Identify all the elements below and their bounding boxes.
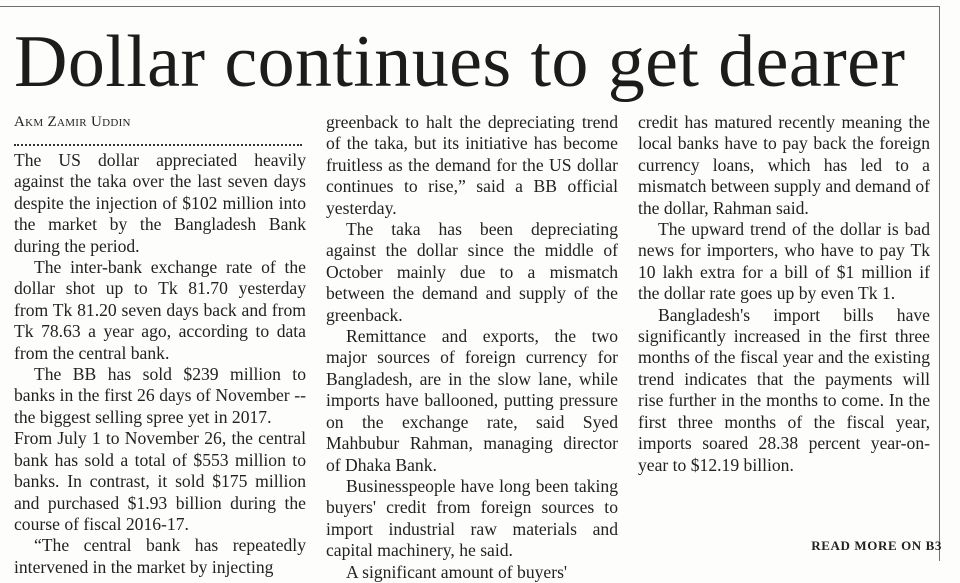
paragraph: Bangladesh's import bills have significantly increased in the first three months of the fiscal year and the existing trend indicates that the payments will rise further in the months to come. In the first three months of the fiscal year, imports soared 28.38 percent year-on-year to $12.19 billion. [638,304,930,475]
paragraph: The upward trend of the dollar is bad news for importers, who have to pay Tk 10 lakh extra for a bill of $1 million if the dollar rate goes up by even Tk 1. [638,219,930,304]
paragraph: Businesspeople have long been taking buyers' credit from foreign sources to import industrial raw materials and capital machinery, he said. [326,475,618,561]
headline: Dollar continues to get dearer [14,21,906,103]
top-rule [0,6,940,7]
paragraph: credit has matured recently meaning the local banks have to pay back the foreign currency loans, which has led to a mismatch between supply and demand of the dollar, Rahman said. [638,112,930,218]
paragraph: The taka has been depreciating against the dollar since the middle of October mainly due to a mismatch between the demand and supply of the greenback. [326,219,618,325]
paragraph: The inter-bank exchange rate of the dollar shot up to Tk 81.70 yesterday from Tk 81.20 seven days back and from Tk 78.63 a year ago, according to data from the central bank. [14,257,306,363]
byline-divider [14,134,302,146]
paragraph: greenback to halt the depreciating trend of the taka, but its initiative has become fruitless as the demand for the US dollar continues to rise,” said a BB official yesterday. [326,112,618,218]
paragraph: A significant amount of buyers' [346,561,568,582]
read-more-link[interactable]: READ MORE ON B3 [811,538,942,553]
byline: Akm Zamir Uddin [14,114,131,130]
paragraph: The US dollar appreciated heavily against the taka over the last seven days despite the injection of $102 million into the market by the Bangladesh Bank during the period. [14,150,306,256]
paragraph: The BB has sold $239 million to banks in the first 26 days of November -- the biggest selling spree yet in 2017. [14,364,306,427]
article-column-3 [638,112,930,476]
paragraph: Remittance and exports, the two major sources of foreign currency for Bangladesh, are in the slow lane, while imports have ballooned, putting pressure on the exchange rate, said Syed Mahbubur Rahman, managing director of Dhaka Bank. [326,326,618,475]
article-column-1 [14,112,306,578]
right-rule [939,6,940,561]
article-column-2 [326,112,618,583]
paragraph: From July 1 to November 26, the central bank has sold a total of $553 million to banks. In contrast, it sold $175 million and purchased $1.93 billion during the course of fiscal 2016-17. [14,428,306,534]
paragraph: “The central bank has repeatedly intervened in the market by injecting [14,535,306,577]
